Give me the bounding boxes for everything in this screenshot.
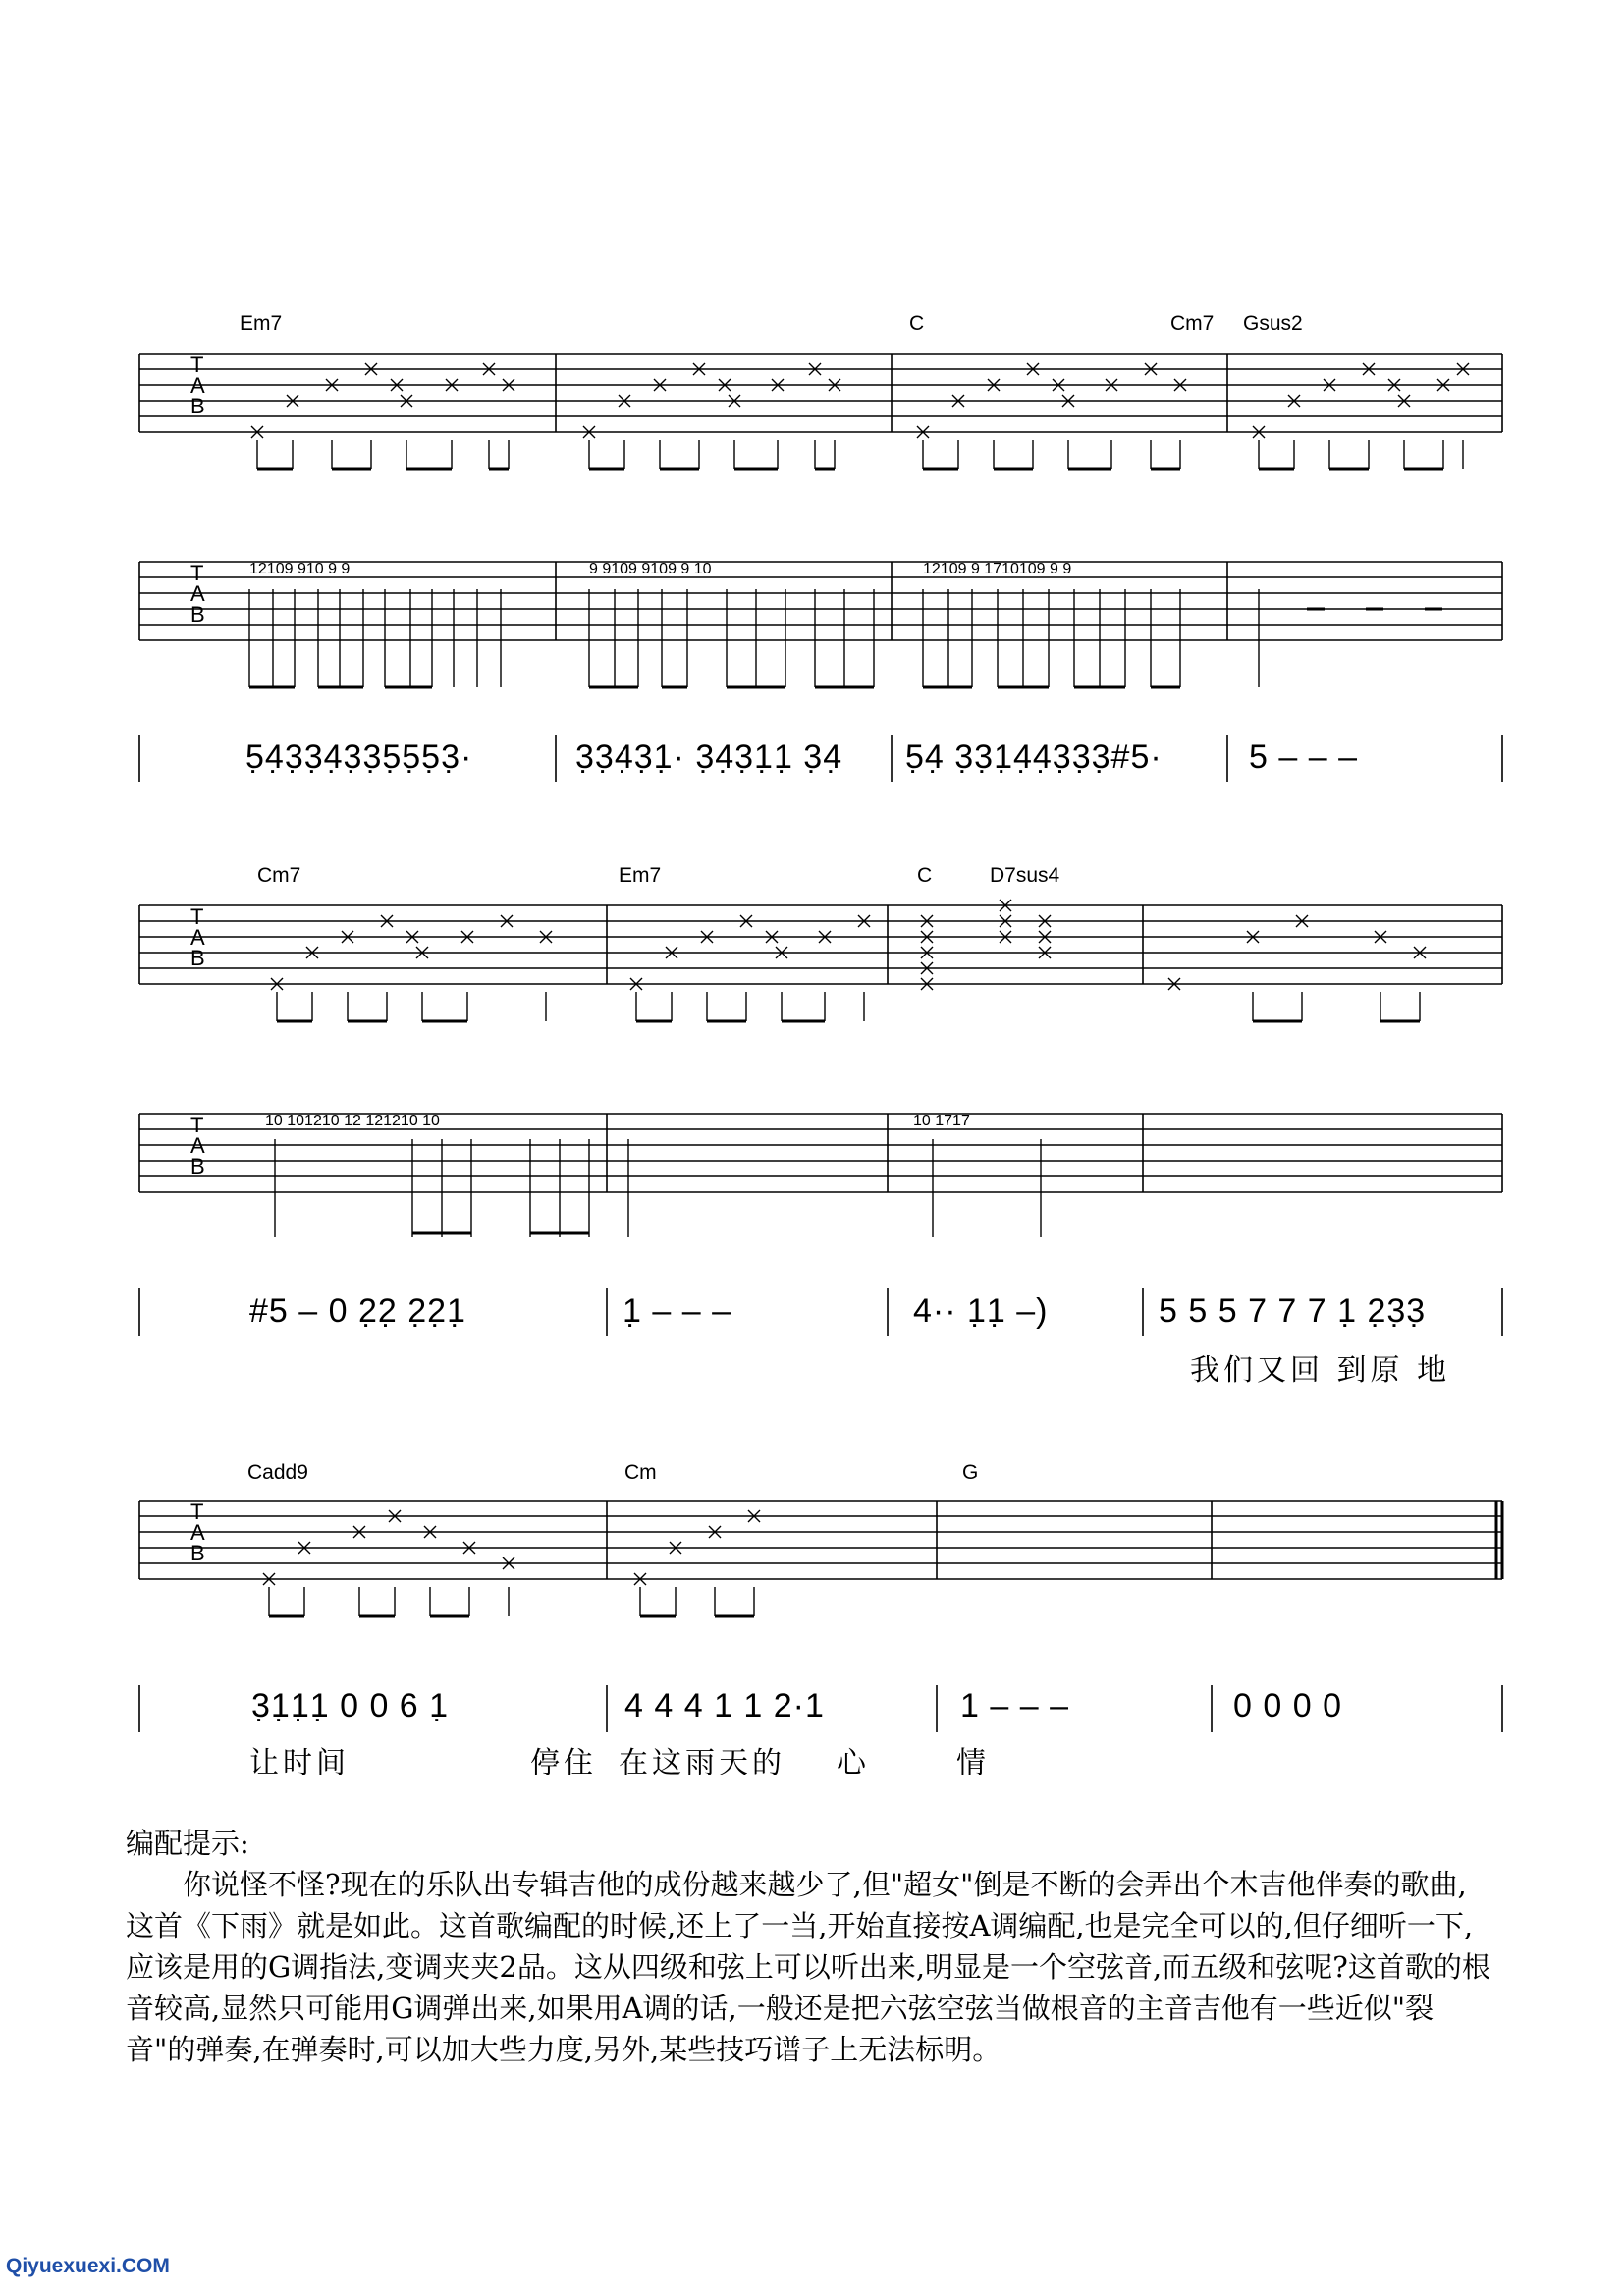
jianpu-measure: 4·· 1̣1̣ –): [913, 1292, 1049, 1330]
jianpu-measure: 3̣1̣1̣1̣ 0 0 6 1̣: [251, 1687, 450, 1724]
fret-number: 12109 9 1710109 9 9: [923, 561, 1072, 577]
tab-clef-letter: T: [190, 561, 204, 586]
jianpu-measure: 5 – – –: [1249, 738, 1358, 776]
fret-number: 9 9109 9109 9 10: [589, 561, 712, 577]
arrangement-notes: [126, 1823, 1490, 2070]
tab-clef-letter: T: [190, 1113, 204, 1138]
site-watermark: Qiyuexuexi.COM: [6, 2255, 170, 2277]
lyric-word: 让时间: [249, 1746, 350, 1780]
tab-clef-letter: A: [190, 581, 205, 606]
fret-number: 10 1717: [913, 1113, 970, 1129]
chord-label: D7sus4: [990, 864, 1060, 887]
chord-label: Cadd9: [247, 1461, 308, 1484]
lyric-word: 停住: [530, 1746, 597, 1780]
tab-clef-letter: T: [190, 1500, 204, 1525]
tab-clef-letter: A: [190, 1520, 205, 1545]
lyric-word: 心: [837, 1746, 870, 1780]
lyric-word: 情: [956, 1746, 990, 1780]
tab-clef-letter: B: [190, 1153, 205, 1178]
chord-label: C: [909, 312, 925, 335]
jianpu-measure: 1̣ – – –: [623, 1292, 731, 1330]
chord-label: G: [962, 1461, 979, 1484]
fret-number: 12109 910 9 9: [249, 561, 351, 577]
chord-label: Em7: [240, 312, 283, 335]
jianpu-measure: #5 – 0 2̣2̣ 2̣2̣1̣: [249, 1292, 466, 1330]
tab-clef-letter: B: [190, 601, 205, 627]
jianpu-measure: 4 4 4 1 1 2·1: [624, 1687, 825, 1724]
jianpu-measure: 3̣3̣4̣3̣1̣· 3̣4̣3̣1̣1̣ 3̣4̣: [575, 738, 843, 776]
tab-clef-letter: T: [190, 904, 204, 930]
chord-label: C: [917, 864, 933, 887]
fret-number: 10 101210 12 121210 10: [265, 1113, 440, 1129]
chord-label: Cm: [624, 1461, 657, 1484]
tab-clef-letter: T: [190, 353, 204, 378]
jianpu-measure: 5̣4̣ 3̣3̣1̣4̣4̣3̣3̣3̣#5·: [905, 738, 1163, 776]
tab-clef-letter: A: [190, 1133, 205, 1158]
tab-clef-letter: A: [190, 925, 205, 950]
chord-label: Cm7: [1170, 312, 1215, 335]
jianpu-measure: 5̣4̣3̣3̣4̣3̣3̣5̣5̣5̣3̣·: [245, 738, 473, 776]
jianpu-measure: 1 – – –: [960, 1687, 1069, 1724]
jianpu-measure: 5 5 5 7 7 7 1̣ 2̣3̣3̣: [1159, 1292, 1427, 1330]
notes-heading: 编配提示:: [126, 1827, 249, 1860]
tab-clef-letter: B: [190, 945, 205, 970]
tab-clef-letter: A: [190, 373, 205, 398]
notes-body: 你说怪不怪?现在的乐队出专辑吉他的成份越来越少了,但"超女"倒是不断的会弄出个木吉他伴奏的歌曲,这首《下雨》就是如此。这首歌编配的时候,还上了一当,开始直接按A调编配,也是完全可以的,但仔细听一下,应该是用的G调指法,变调夹夹2品。这从四级和弦上可以听出来,明显是一个空弦音,而五级和弦呢?这首歌的根音较高,显然只可能用G调弹出来,如果用A调的话,一般还是把六弦空弦当做根音的主音吉他有一些近似"裂音"的弹奏,在弹奏时,可以加大些力度,另外,某些技巧谱子上无法标明。: [126, 1868, 1490, 2066]
chord-label: Cm7: [257, 864, 301, 887]
lyric-word: 在这雨天的: [619, 1746, 785, 1780]
jianpu-measure: 0 0 0 0: [1233, 1687, 1342, 1724]
tab-clef-letter: B: [190, 1540, 205, 1565]
chord-label: Em7: [619, 864, 662, 887]
lyric-line: 我们又回 到原 地: [1190, 1353, 1451, 1388]
chord-label: Gsus2: [1243, 312, 1303, 335]
tab-clef-letter: B: [190, 393, 205, 418]
